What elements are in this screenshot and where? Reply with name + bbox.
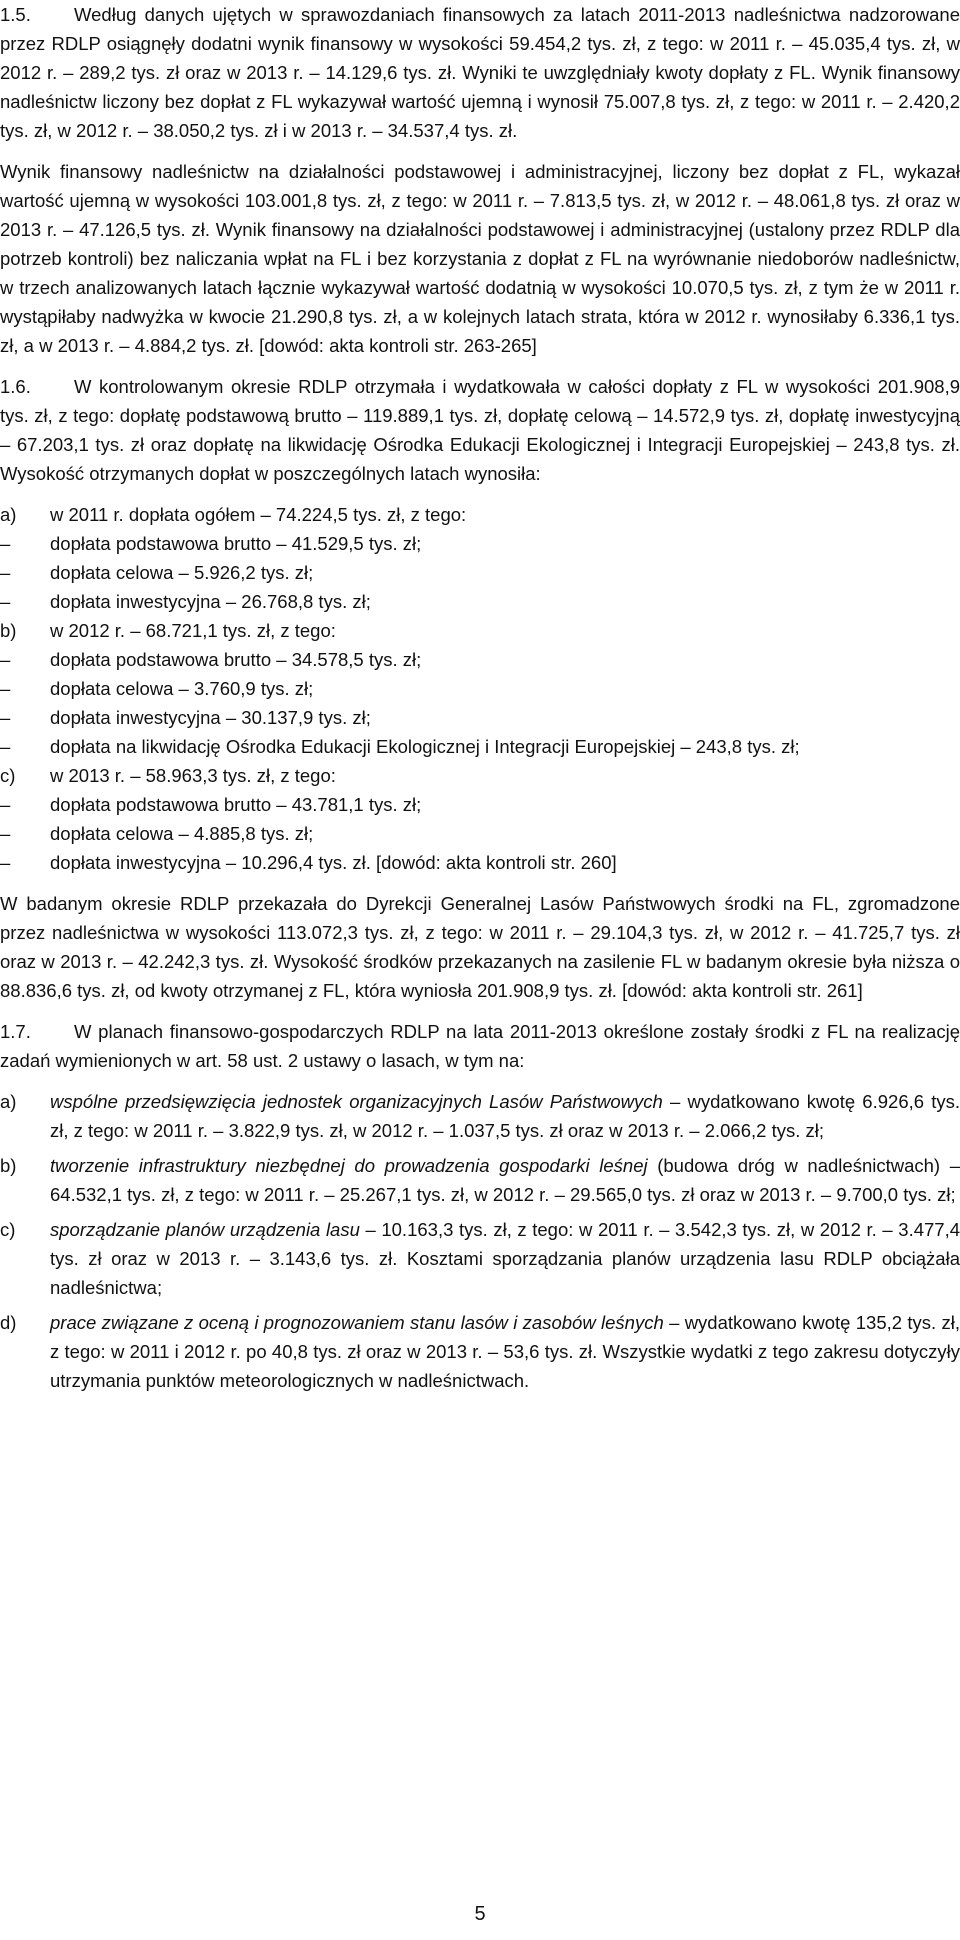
list-item (0, 558, 960, 587)
subsidy-list (0, 500, 960, 877)
list-text: dopłata na likwidację Ośrodka Edukacji Ekologicznej i Integracji Europejskiej – 243,8 tys. zł; (50, 736, 800, 757)
section-text: W kontrolowanym okresie RDLP otrzymała i wydatkowała w całości dopłaty z FL w wysokości 201.908,9 tys. zł, z tego: dopłatę podstawową brutto – 119.889,1 tys. zł, dopłatę celową – 14.572,9 tys. zł, dopłatę inwestycyjną – 67.203,1 tys. zł oraz dopłatę na likwidację Ośrodka Edukacji Ekologicznej i Integracji Europejskiej – 243,8 tys. zł. Wysokość otrzymanych dopłat w poszczególnych latach wynosiła: (0, 376, 960, 484)
section-number: 1.7. (0, 1021, 31, 1042)
dash-marker: – (0, 562, 11, 583)
fund-usage-list (0, 1087, 960, 1395)
list-item (0, 529, 960, 558)
list-text: w 2012 r. – 68.721,1 tys. zł, z tego: (50, 620, 336, 641)
list-item (0, 1151, 960, 1209)
section-number: 1.5. (0, 4, 31, 25)
list-text: dopłata podstawowa brutto – 43.781,1 tys. zł; (50, 794, 422, 815)
list-text: dopłata inwestycyjna – 10.296,4 tys. zł. [dowód: akta kontroli str. 260] (50, 852, 617, 873)
dash-marker: – (0, 649, 11, 670)
list-item (0, 674, 960, 703)
list-marker: d) (0, 1312, 17, 1333)
list-item (0, 1308, 960, 1395)
page-number: 5 (474, 1903, 486, 1925)
dash-marker: – (0, 707, 11, 728)
dash-marker: – (0, 533, 11, 554)
list-item (0, 616, 960, 645)
dash-marker: – (0, 794, 11, 815)
dash-marker: – (0, 591, 11, 612)
section-1-5 (0, 0, 960, 145)
italic-title: prace związane z oceną i prognozowaniem stanu lasów i zasobów leśnych (50, 1312, 664, 1333)
list-item (0, 848, 960, 877)
list-text: w 2013 r. – 58.963,3 tys. zł, z tego: (50, 765, 336, 786)
list-marker: b) (0, 620, 17, 641)
list-text (50, 1151, 960, 1209)
list-text (50, 1215, 960, 1302)
list-item (0, 645, 960, 674)
list-marker: c) (0, 1219, 16, 1240)
list-item (0, 1215, 960, 1302)
dash-marker: – (0, 823, 11, 844)
dash-marker: – (0, 852, 11, 873)
section-text: Według danych ujętych w sprawozdaniach finansowych za latach 2011-2013 nadleśnictwa nadzorowane przez RDLP osiągnęły dodatni wynik finansowy w wysokości 59.454,2 tys. zł, z tego: w 2011 r. – 45.035,4 tys. zł, w 2012 r. – 289,2 tys. zł oraz w 2013 r. – 14.129,6 tys. zł. Wyniki te uwzględniały kwoty dopłaty z FL. Wynik finansowy nadleśnictw liczony bez dopłat z FL wykazywał wartość ujemną i wynosił 75.007,8 tys. zł, z tego: w 2011 r. – 2.420,2 tys. zł, w 2012 r. – 38.050,2 tys. zł i w 2013 r. – 34.537,4 tys. zł. (0, 4, 960, 141)
item-details: – wydatkowano kwotę 135,2 tys. zł, z tego: w 2011 i 2012 r. po 40,8 tys. zł oraz w 2013 r. – 53,6 tys. zł. Wszystkie wydatki z tego zakresu dotyczyły utrzymania punktów meteorologicznych w nadleśnictwach. (50, 1312, 960, 1391)
italic-title: wspólne przedsięwzięcia jednostek organizacyjnych Lasów Państwowych (50, 1091, 663, 1112)
list-item (0, 703, 960, 732)
section-text: W planach finansowo-gospodarczych RDLP na lata 2011-2013 określone zostały środki z FL na realizację zadań wymienionych w art. 58 ust. 2 ustawy o lasach, w tym na: (0, 1021, 960, 1071)
list-item (0, 500, 960, 529)
list-item (0, 790, 960, 819)
list-marker: c) (0, 765, 16, 786)
list-item (0, 1087, 960, 1145)
list-text (50, 1308, 960, 1395)
list-item (0, 819, 960, 848)
item-details: – wydatkowano kwotę 6.926,6 tys. zł, z tego: w 2011 r. – 3.822,9 tys. zł, w 2012 r. – 1.037,5 tys. zł oraz w 2013 r. – 2.066,2 tys. zł; (50, 1091, 960, 1141)
section-1-6 (0, 372, 960, 488)
list-text: dopłata inwestycyjna – 26.768,8 tys. zł; (50, 591, 371, 612)
list-item (0, 761, 960, 790)
paragraph: W badanym okresie RDLP przekazała do Dyrekcji Generalnej Lasów Państwowych środki na FL, zgromadzone przez nadleśnictwa w wysokości 113.072,3 tys. zł, z tego: w 2011 r. – 29.104,3 tys. zł, w 2012 r. – 41.725,7 tys. zł oraz w 2013 r. – 42.242,3 tys. zł. Wysokość środków przekazanych na zasilenie FL w badanym okresie była niższa o 88.836,6 tys. zł, od kwoty otrzymanej z FL, która wyniosła 201.908,9 tys. zł. [dowód: akta kontroli str. 261] (0, 893, 960, 1001)
italic-title: tworzenie infrastruktury niezbędnej do prowadzenia gospodarki leśnej (50, 1155, 648, 1176)
list-marker: b) (0, 1155, 17, 1176)
list-text: dopłata podstawowa brutto – 34.578,5 tys. zł; (50, 649, 422, 670)
list-text: w 2011 r. dopłata ogółem – 74.224,5 tys. zł, z tego: (50, 504, 467, 525)
list-text (50, 1087, 960, 1145)
paragraph: Wynik finansowy nadleśnictw na działalności podstawowej i administracyjnej, liczony bez dopłat z FL, wykazał wartość ujemną w wysokości 103.001,8 tys. zł, z tego: w 2011 r. – 7.813,5 tys. zł, w 2012 r. – 48.061,8 tys. zł oraz w 2013 r. – 47.126,5 tys. zł. Wynik finansowy na działalności podstawowej i administracyjnej (ustalony przez RDLP dla potrzeb kontroli) bez naliczania wpłat na FL i bez korzystania z dopłat z FL na wyrównanie niedoborów nadleśnictw, w trzech analizowanych latach łącznie wykazywał wartość dodatnią w wysokości 10.070,5 tys. zł, z tym że w 2011 r. wystąpiłaby nadwyżka w kwocie 21.290,8 tys. zł, a w kolejnych latach strata, która w 2012 r. wynosiłaby 6.336,1 tys. zł, a w 2013 r. – 4.884,2 tys. zł. [dowód: akta kontroli str. 263-265] (0, 161, 960, 356)
section-number: 1.6. (0, 376, 31, 397)
section-1-7 (0, 1017, 960, 1075)
list-text: dopłata celowa – 4.885,8 tys. zł; (50, 823, 314, 844)
dash-marker: – (0, 678, 11, 699)
dash-marker: – (0, 736, 11, 757)
list-text: dopłata celowa – 5.926,2 tys. zł; (50, 562, 314, 583)
list-text: dopłata podstawowa brutto – 41.529,5 tys. zł; (50, 533, 422, 554)
list-marker: a) (0, 504, 17, 525)
item-details: – 10.163,3 tys. zł, z tego: w 2011 r. – 3.542,3 tys. zł, w 2012 r. – 3.477,4 tys. zł oraz w 2013 r. – 3.143,6 tys. zł. Kosztami sporządzania planów urządzenia lasu RDLP obciążała nadleśnictwa; (50, 1219, 960, 1298)
list-item (0, 732, 960, 761)
list-marker: a) (0, 1091, 17, 1112)
list-text: dopłata celowa – 3.760,9 tys. zł; (50, 678, 314, 699)
italic-title: sporządzanie planów urządzenia lasu (50, 1219, 360, 1240)
item-details: (budowa dróg w nadleśnictwach) – 64.532,1 tys. zł, z tego: w 2011 r. – 25.267,1 tys. zł, w 2012 r. – 29.565,0 tys. zł oraz w 2013 r. – 9.700,0 tys. zł; (50, 1155, 960, 1205)
list-item (0, 587, 960, 616)
list-text: dopłata inwestycyjna – 30.137,9 tys. zł; (50, 707, 371, 728)
